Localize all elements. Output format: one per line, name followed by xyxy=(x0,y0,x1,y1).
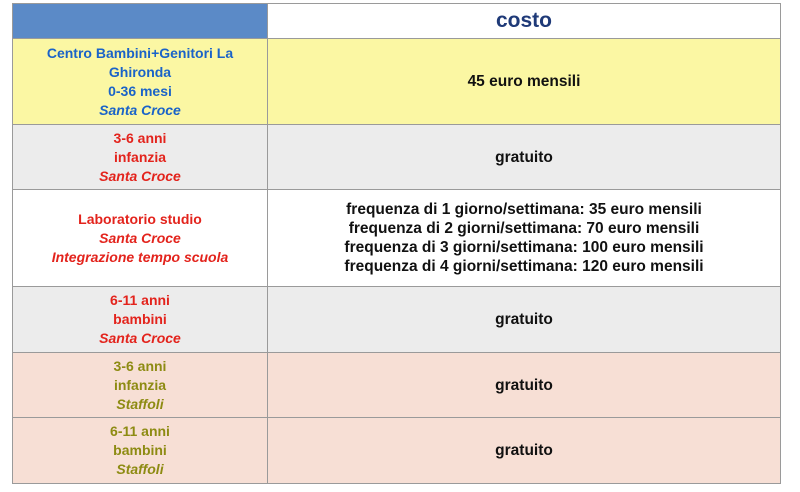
header-row xyxy=(13,4,781,39)
cost-line: 45 euro mensili xyxy=(467,73,581,90)
label-location: Santa Croce xyxy=(99,229,181,246)
table-row xyxy=(13,353,781,418)
label-line: 6-11 anni xyxy=(110,292,170,308)
cost-line: frequenza di 3 giorni/settimana: 100 euro mensili xyxy=(344,239,704,256)
row-cost xyxy=(268,125,781,190)
header-costo: costo xyxy=(495,9,552,32)
label-line: 3-6 anni xyxy=(113,129,167,146)
label-note: Integrazione tempo scuola xyxy=(51,248,229,265)
row-label xyxy=(13,125,268,190)
cost-line: gratuito xyxy=(495,376,553,394)
row-cost xyxy=(268,190,781,287)
cost-line: frequenza di 1 giorno/settimana: 35 euro mensili xyxy=(346,201,702,218)
row-cost xyxy=(268,418,781,484)
label-line: bambini xyxy=(113,311,167,327)
label-line: Laboratorio studio xyxy=(78,210,202,227)
header-left-cell xyxy=(13,4,268,39)
cost-line: gratuito xyxy=(495,148,553,166)
row-label xyxy=(13,287,268,353)
cost-line: frequenza di 4 giorni/settimana: 120 euro mensili xyxy=(344,258,704,275)
table-row xyxy=(13,287,781,353)
cost-line: frequenza di 2 giorni/settimana: 70 euro mensili xyxy=(348,220,700,237)
cost-line: gratuito xyxy=(495,442,553,459)
label-line: infanzia xyxy=(113,148,167,165)
label-line: Centro Bambini+Genitori La xyxy=(46,44,234,61)
row-cost xyxy=(268,39,781,125)
cost-table xyxy=(12,3,781,484)
label-location: Santa Croce xyxy=(99,167,181,184)
label-location: Staffoli xyxy=(116,461,164,477)
label-line: Ghironda xyxy=(108,63,172,80)
label-location: Santa Croce xyxy=(99,101,181,118)
table-row xyxy=(13,418,781,484)
label-line: 0-36 mesi xyxy=(108,82,172,99)
row-cost xyxy=(268,353,781,418)
cost-line: gratuito xyxy=(495,311,553,328)
row-cost xyxy=(268,287,781,353)
table-row xyxy=(13,125,781,190)
table-row xyxy=(13,39,781,125)
table-row xyxy=(13,190,781,287)
row-label xyxy=(13,353,268,418)
label-line: infanzia xyxy=(113,376,167,393)
label-line: 3-6 anni xyxy=(113,357,167,374)
header-right-cell xyxy=(268,4,781,39)
label-line: 6-11 anni xyxy=(110,423,170,439)
label-location: Staffoli xyxy=(116,395,164,412)
row-label xyxy=(13,418,268,484)
label-line: bambini xyxy=(113,442,167,458)
row-label xyxy=(13,190,268,287)
label-location: Santa Croce xyxy=(99,330,181,346)
row-label xyxy=(13,39,268,125)
